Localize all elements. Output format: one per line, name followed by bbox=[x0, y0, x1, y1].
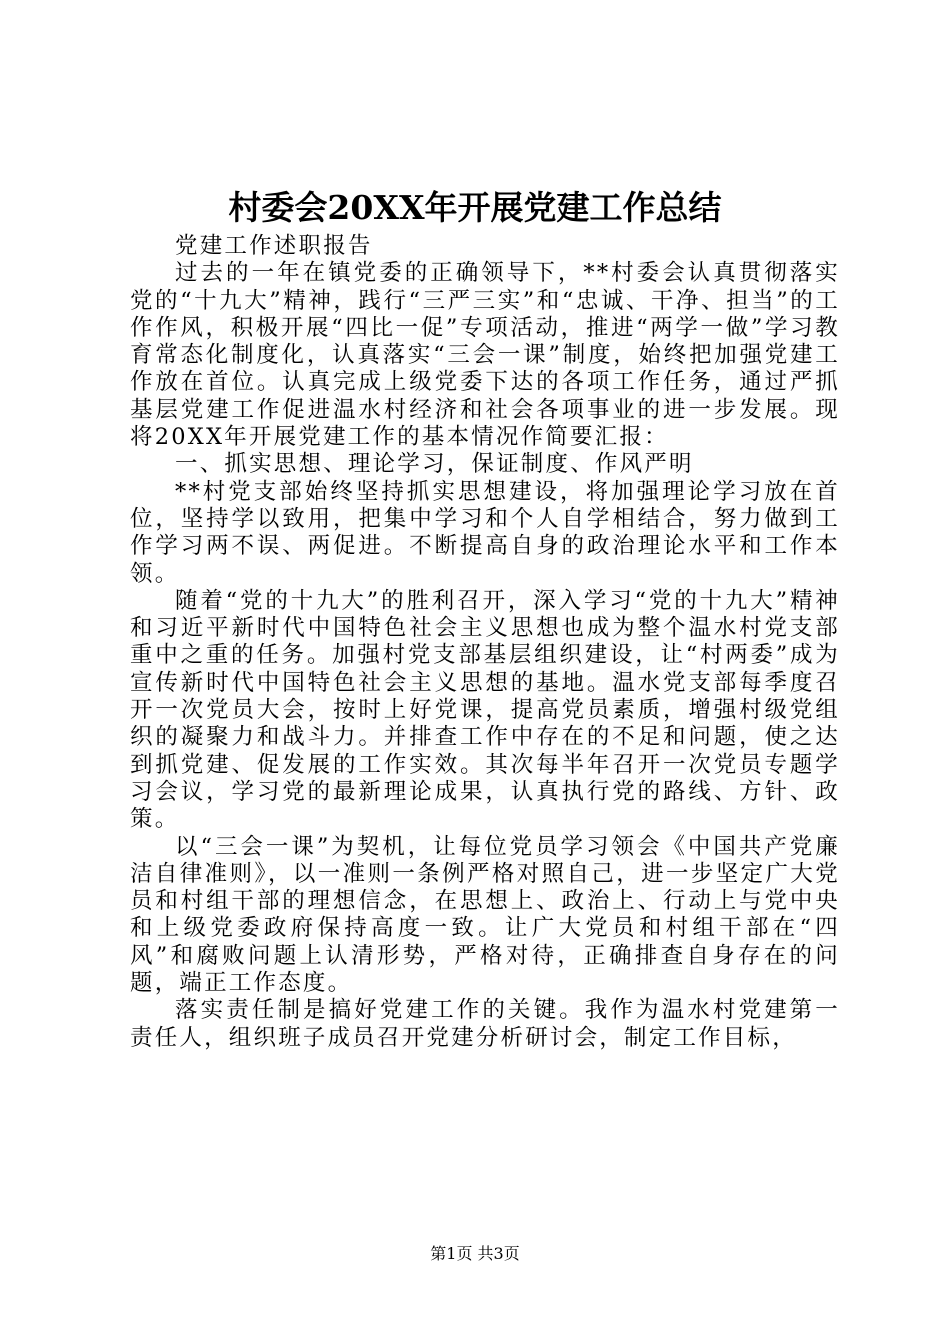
paragraph-nineteenth-congress: 随着“党的十九大”的胜利召开，深入学习“党的十九大”精神和习近平新时代中国特色社会主义思想也成为整个温水村党支部重中之重的任务。加强村党支部基层组织建设，让“村两委”成为宣传新时代中国特色社会主义思想的基地。温水党支部每季度召开一次党员大会，按时上好党课，提高党员素质，增强村级党组织的凝聚力和战斗力。并排查工作中存在的不足和问题，使之达到抓党建、促发展的工作实效。其次每半年召开一次党员专题学习会议，学习党的最新理论成果，认真执行党的路线、方针、政策。 bbox=[130, 587, 840, 833]
page-footer: 第1页 共3页 bbox=[430, 1244, 520, 1263]
paragraph-responsibility: 落实责任制是搞好党建工作的关键。我作为温水村党建第一责任人，组织班子成员召开党建分析研讨会，制定工作目标， bbox=[130, 997, 840, 1051]
document-body bbox=[130, 233, 840, 1052]
paragraph-three-meetings: 以“三会一课”为契机，让每位党员学习领会《中国共产党廉洁自律准则》，以一准则一条例严格对照自己，进一步坚定广大党员和村组干部的理想信念，在思想上、政治上、行动上与党中央和上级党委政府保持高度一致。让广大党员和村组干部在“四风”和腐败问题上认清形势，严格对待，正确排查自身存在的问题，端正工作态度。 bbox=[130, 833, 840, 997]
paragraph-section-heading: 一、抓实思想、理论学习，保证制度、作风严明 bbox=[175, 451, 694, 478]
paragraph-theory-study: **村党支部始终坚持抓实思想建设，将加强理论学习放在首位，坚持学以致用，把集中学习和个人自学相结合，努力做到工作学习两不误、两促进。不断提高自身的政治理论水平和工作本领。 bbox=[130, 478, 840, 587]
paragraph-report-heading: 党建工作述职报告 bbox=[175, 233, 373, 259]
paragraph-intro: 过去的一年在镇党委的正确领导下，**村委会认真贯彻落实党的“十九大”精神，践行“三严三实”和“忠诚、干净、担当”的工作作风，积极开展“四比一促”专项活动，推进“两学一做”学习教育常态化制度化，认真落实“三会一课”制度，始终把加强党建工作放在首位。认真完成上级党委下达的各项工作任务，通过严抓基层党建工作促进温水村经济和社会各项事业的进一步发展。现将20XX年开展党建工作的基本情况作简要汇报： bbox=[130, 260, 840, 451]
document-title: 村委会20XX年开展党建工作总结 bbox=[228, 188, 722, 227]
